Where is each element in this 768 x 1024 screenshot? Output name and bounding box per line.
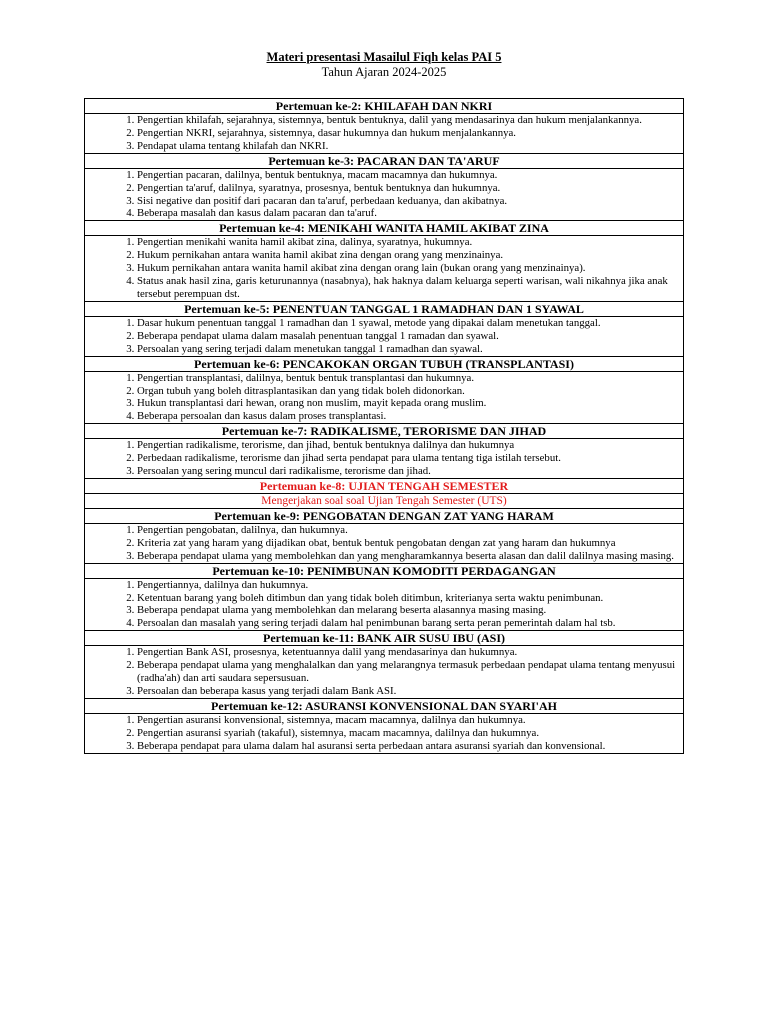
topic-list (85, 579, 683, 631)
topic-item: 3. Sisi negative dan positif dari pacaran dan ta'aruf, perbedaan keduanya, dan akibatnya. (137, 195, 683, 208)
topic-item: 1. Dasar hukum penentuan tanggal 1 ramadhan dan 1 syawal, metode yang dipakai dalam menetukan tanggal. (137, 317, 683, 330)
topic-item: 3. Persoalan yang sering muncul dari radikalisme, terorisme dan jihad. (137, 465, 683, 478)
section-body (85, 371, 684, 424)
topic-item: 3. Beberapa pendapat ulama yang membolehkan dan yang mengharamkannya beserta alasan dan dalil dalilnya masing masing. (137, 550, 683, 563)
topic-item: 1. Pengertian pacaran, dalilnya, bentuk bentuknya, macam macamnya dan hukumnya. (137, 169, 683, 182)
topic-item: 1. Pengertian pengobatan, dalilnya, dan hukumnya. (137, 524, 683, 537)
topic-item: 1. Pengertiannya, dalilnya dan hukumnya. (137, 579, 683, 592)
document-subtitle: Tahun Ajaran 2024-2025 (321, 65, 447, 79)
section-body-row (85, 316, 684, 356)
topic-item: 2. Pengertian ta'aruf, dalilnya, syaratnya, prosesnya, bentuk bentuknya dan hukumnya. (137, 182, 683, 195)
document-title: Materi presentasi Masailul Fiqh kelas PAI 5 (266, 50, 502, 64)
section-heading: Pertemuan ke-12: ASURANSI KONVENSIONAL DAN SYARI'AH (85, 698, 684, 713)
section-heading: Pertemuan ke-2: KHILAFAH DAN NKRI (85, 99, 684, 114)
schedule-table (84, 98, 684, 754)
section-heading-row (85, 478, 684, 493)
topic-item: 1. Pengertian Bank ASI, prosesnya, ketentuannya dalil yang mendasarinya dan hukumnya. (137, 646, 683, 659)
section-heading: Pertemuan ke-5: PENENTUAN TANGGAL 1 RAMADHAN DAN 1 SYAWAL (85, 301, 684, 316)
section-heading-row (85, 153, 684, 168)
section-body-row (85, 236, 684, 302)
section-body (85, 236, 684, 302)
topic-item: 3. Pendapat ulama tentang khilafah dan NKRI. (137, 140, 683, 153)
topic-item: 2. Hukum pernikahan antara wanita hamil akibat zina dengan orang yang menzinainya. (137, 249, 683, 262)
topic-item: 3. Beberapa pendapat para ulama dalam hal asuransi serta perbedaan antara asuransi syariah dan konvensional. (137, 740, 683, 753)
section-heading-row (85, 301, 684, 316)
section-body (85, 578, 684, 631)
section-heading-row (85, 508, 684, 523)
document-header (0, 50, 768, 80)
topic-list (85, 646, 683, 698)
section-body-row (85, 713, 684, 753)
topic-list (85, 114, 683, 153)
section-heading-row (85, 698, 684, 713)
section-heading: Pertemuan ke-10: PENIMBUNAN KOMODITI PERDAGANGAN (85, 563, 684, 578)
topic-item: 3. Persoalan yang sering terjadi dalam menetukan tanggal 1 ramadhan dan syawal. (137, 343, 683, 356)
topic-item: 1. Pengertian asuransi konvensional, sistemnya, macam macamnya, dalilnya dan hukumnya. (137, 714, 683, 727)
topic-item: 2. Pengertian asuransi syariah (takaful), sistemnya, macam macamnya, dalilnya dan hukumnya. (137, 727, 683, 740)
section-body (85, 713, 684, 753)
topic-list (85, 714, 683, 753)
section-heading: Pertemuan ke-11: BANK AIR SUSU IBU (ASI) (85, 631, 684, 646)
topic-item: 2. Pengertian NKRI, sejarahnya, sistemnya, dasar hukumnya dan hukum menjalankannya. (137, 127, 683, 140)
topic-item: 2. Beberapa pendapat ulama yang menghalalkan dan yang melarangnya termasuk perbedaan pendapat ulama tentang menyusui (radha'ah) dan arti saudara sepersusuan. (137, 659, 683, 685)
topic-item: 4. Persoalan dan masalah yang sering terjadi dalam hal penimbunan barang serta peran pemerintah dalam hal tsb. (137, 617, 683, 630)
section-body-row (85, 578, 684, 631)
topic-item: 2. Kriteria zat yang haram yang dijadikan obat, bentuk bentuk pengobatan dengan zat yang haram dan hukumnya (137, 537, 683, 550)
section-body-row (85, 493, 684, 508)
topic-list (85, 439, 683, 478)
section-heading-row (85, 99, 684, 114)
topic-item: 1. Pengertian transplantasi, dalilnya, bentuk bentuk transplantasi dan hukumnya. (137, 372, 683, 385)
section-heading-row (85, 356, 684, 371)
section-body (85, 316, 684, 356)
topic-item: 4. Beberapa masalah dan kasus dalam pacaran dan ta'aruf. (137, 207, 683, 220)
topic-item: 1. Pengertian radikalisme, terorisme, dan jihad, bentuk bentuknya dalilnya dan hukumnya (137, 439, 683, 452)
section-body (85, 646, 684, 699)
section-heading: Pertemuan ke-8: UJIAN TENGAH SEMESTER (85, 478, 684, 493)
topic-item: 2. Beberapa pendapat ulama dalam masalah penentuan tanggal 1 ramadan dan syawal. (137, 330, 683, 343)
topic-item: 4. Status anak hasil zina, garis keturunannya (nasabnya), hak haknya dalam keluarga seperti warisan, wali nikahnya jika anak tersebut perempuan dst. (137, 275, 683, 301)
section-body (85, 168, 684, 221)
topic-item: 3. Hukum pernikahan antara wanita hamil akibat zina dengan orang lain (bukan orang yang menzinainya). (137, 262, 683, 275)
section-body-row (85, 523, 684, 563)
topic-item: 3. Hukun transplantasi dari hewan, orang non muslim, mayit kepada orang muslim. (137, 397, 683, 410)
topic-item: 2. Ketentuan barang yang boleh ditimbun dan yang tidak boleh ditimbun, kriterianya serta waktu penimbunan. (137, 592, 683, 605)
topic-list (85, 372, 683, 424)
section-heading: Pertemuan ke-6: PENCAKOKAN ORGAN TUBUH (TRANSPLANTASI) (85, 356, 684, 371)
section-body (85, 523, 684, 563)
topic-item: 2. Perbedaan radikalisme, terorisme dan jihad serta pendapat para ulama tentang tiga istilah tersebut. (137, 452, 683, 465)
topic-item: 2. Organ tubuh yang boleh ditrasplantasikan dan yang tidak boleh didonorkan. (137, 385, 683, 398)
schedule-table-body (85, 99, 684, 754)
section-body-row (85, 168, 684, 221)
topic-item: 1. Pengertian menikahi wanita hamil akibat zina, dalinya, syaratnya, hukumnya. (137, 236, 683, 249)
section-heading-row (85, 563, 684, 578)
topic-item: 4. Beberapa persoalan dan kasus dalam proses transplantasi. (137, 410, 683, 423)
topic-list (85, 317, 683, 356)
topic-list (85, 524, 683, 563)
topic-list (85, 236, 683, 301)
topic-item: 1. Pengertian khilafah, sejarahnya, sistemnya, bentuk bentuknya, dalil yang mendasarinya dan hukum menjalankannya. (137, 114, 683, 127)
section-heading-row (85, 424, 684, 439)
topic-item: 3. Persoalan dan beberapa kasus yang terjadi dalam Bank ASI. (137, 685, 683, 698)
section-body-row (85, 114, 684, 154)
section-body-row (85, 439, 684, 479)
section-heading: Pertemuan ke-7: RADIKALISME, TERORISME DAN JIHAD (85, 424, 684, 439)
section-heading: Pertemuan ke-3: PACARAN DAN TA'ARUF (85, 153, 684, 168)
topic-item: 3. Beberapa pendapat ulama yang membolehkan dan melarang beserta alasannya masing masing. (137, 604, 683, 617)
topic-list (85, 169, 683, 221)
section-body-row (85, 371, 684, 424)
section-body (85, 114, 684, 154)
section-heading: Pertemuan ke-9: PENGOBATAN DENGAN ZAT YANG HARAM (85, 508, 684, 523)
exam-note: Mengerjakan soal soal Ujian Tengah Semester (UTS) (85, 493, 684, 508)
section-heading: Pertemuan ke-4: MENIKAHI WANITA HAMIL AKIBAT ZINA (85, 221, 684, 236)
section-body-row (85, 646, 684, 699)
section-body (85, 439, 684, 479)
section-heading-row (85, 631, 684, 646)
section-heading-row (85, 221, 684, 236)
